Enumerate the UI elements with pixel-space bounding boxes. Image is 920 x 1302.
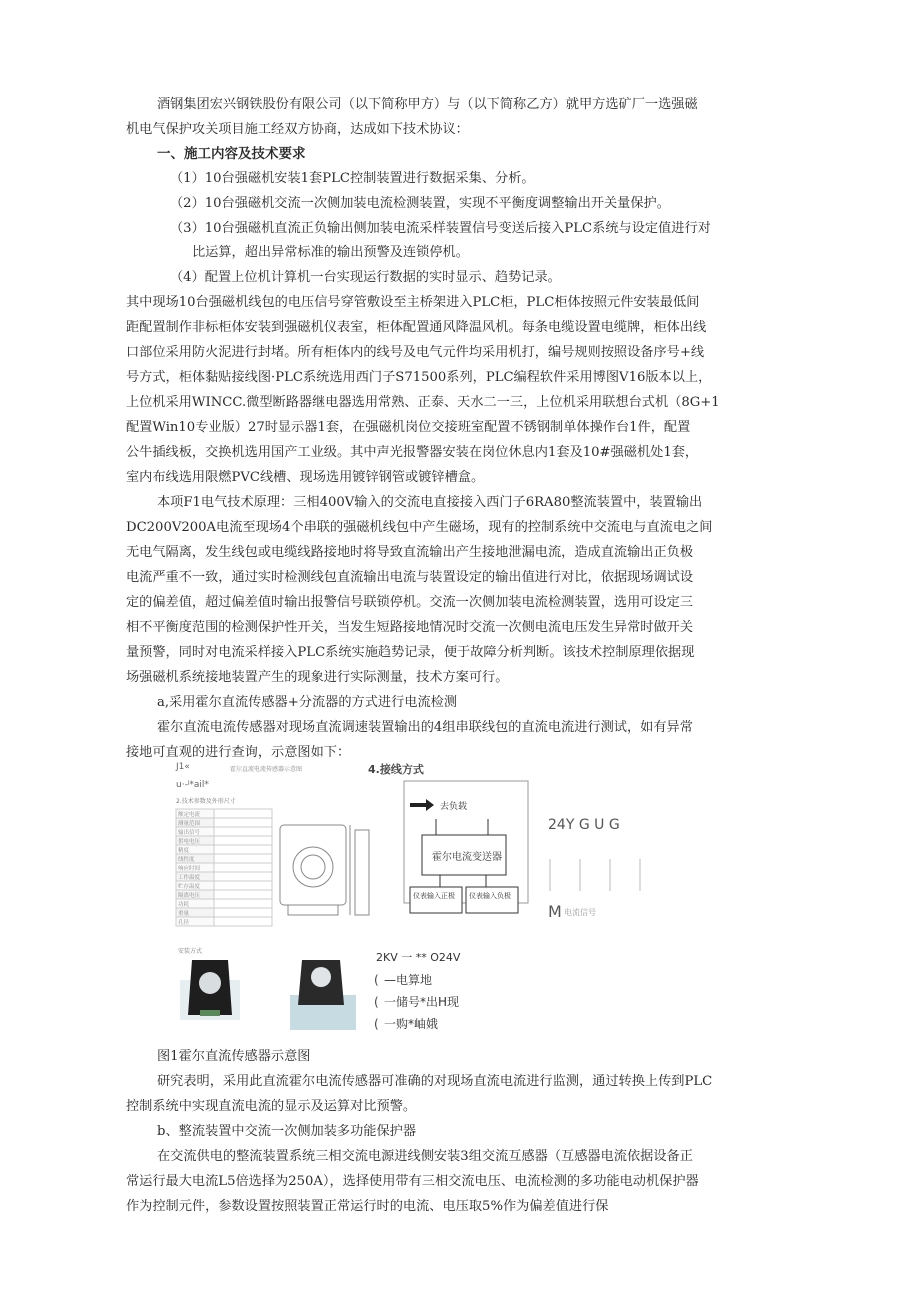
spec-row-label: 精度 [178, 848, 190, 854]
intro-line-1: 酒钢集团宏兴钢铁股份有限公司（以下简称甲方）与（以下简称乙方）就甲方选矿厂一选强磁 [157, 97, 698, 112]
spec-row-label: 输出信号 [178, 830, 201, 836]
spec-row-label: 工作温度 [178, 875, 201, 881]
legend-2-mark: ( [374, 995, 379, 1009]
legend-1: 2KV 一 ** O24V [376, 951, 461, 964]
right-bottom-label: M [548, 902, 562, 921]
hall-line-2: 接地可直观的进行查询，示意图如下： [126, 745, 351, 760]
box-left-label: 仪表输入正极 [413, 892, 455, 900]
spec-row-label: 额定电流 [178, 812, 201, 818]
install-line-8: 室内布线选用限燃PVC线槽、现场选用镀锌钢管或镀锌槽盒。 [126, 470, 485, 485]
spec-row-label: 孔径 [178, 920, 190, 926]
item-2: （2）10台强磁机交流一次侧加装电流检测装置，实现不平衡度调整输出开关量保护。 [170, 196, 670, 211]
spec-cell-value [214, 854, 272, 863]
spec-cell-value [214, 845, 272, 854]
research-line-1: 研究表明，采用此直流霍尔电流传感器可准确的对现场直流电流进行监测，通过转换上传到PLC [157, 1074, 713, 1089]
figure-drawing [170, 755, 810, 1045]
install-line-2: 距配置制作非标柜体安装到强磁机仪表室，柜体配置通风降温风机。每条电缆设置电缆牌，柜体出线 [126, 320, 707, 335]
intro-line-2: 机电气保护攻关项目施工经双方协商，达成如下技术协议： [126, 122, 469, 137]
sensor-photo-2 [290, 960, 356, 1030]
spec-row-label: 贮存温度 [178, 884, 201, 890]
transmitter-label: 霍尔电流变送器 [432, 852, 502, 863]
item-1: （1）10台强磁机安装1套PLC控制装置进行数据采集、分析。 [170, 171, 535, 186]
fig-legend [374, 951, 461, 1031]
right-bottom-small: 电流信号 [564, 908, 596, 917]
spec-row-label: 功耗 [178, 902, 190, 908]
spec-row-label: 重量 [178, 911, 190, 917]
spec-cell-value [214, 872, 272, 881]
fig-header-small: 霍尔直流电流传感器示意图 [230, 766, 303, 773]
subsection-b: b、整流装置中交流一次侧加装多功能保护器 [157, 1124, 417, 1139]
fig-install-title: 安装方式 [178, 948, 203, 955]
arrow-label: 去负载 [440, 802, 468, 812]
spec-cell-value [214, 818, 272, 827]
install-line-4: 号方式，柜体黏贴接线图·PLC系统选用西门子S71500系列，PLC编程软件采用博图V16版本以上， [126, 370, 712, 385]
fig-table-title: 2.技术参数及外形尺寸 [176, 798, 236, 805]
install-line-1: 其中现场10台强磁机线包的电压信号穿管敷设至主桥架进入PLC柜，PLC柜体按照元件安装最低间 [126, 295, 700, 310]
item-3-cont: 比运算，超出异常标准的输出预警及连锁停机。 [192, 245, 469, 260]
box-right-label: 仪表输入负极 [469, 892, 511, 900]
hall-line-1: 霍尔直流电流传感器对现场直流调速装置输出的4组串联线包的直流电流进行测试，如有异常 [157, 720, 693, 735]
spec-cell-value [214, 836, 272, 845]
spec-cell-value [214, 890, 272, 899]
legend-1-mark: ( [374, 973, 379, 987]
right-pins [550, 859, 640, 891]
principle-line-5: 定的偏差值，超过偏差值时输出报警信号联锁停机。交流一次侧加装电流检测装置，选用可设定三 [126, 595, 694, 610]
install-line-5: 上位机采用WINCC.微型断路器继电器选用常熟、正泰、天水二一三，上位机采用联想台式机（8G+1 [126, 395, 720, 410]
install-line-3: 口部位采用防火泥进行封堵。所有柜体内的线号及电气元件均采用机打，编号规则按照设备序号+线 [126, 345, 705, 360]
fig-top-left-2: u·-ʲ*ail* [176, 780, 209, 790]
section-heading: 一、施工内容及技术要求 [157, 146, 306, 162]
spec-row-label: 响应时间 [178, 866, 201, 872]
right-label: 24Y G U G [548, 817, 620, 833]
spec-cell-value [214, 908, 272, 917]
install-line-6: 配置Win10专业版）27时显示器1套，在强磁机岗位交接班室配置不锈钢制单体操作台1件，配置 [126, 420, 691, 435]
figure-caption: 图1霍尔直流传感器示意图 [157, 1049, 311, 1064]
principle-line-3: 无电气隔离，发生线包或电缆线路接地时将导致直流输出产生接地泄漏电流，造成直流输出正负极 [126, 545, 694, 560]
spec-table [176, 809, 272, 926]
item-3: （3）10台强磁机直流正负输出侧加装电流采样装置信号变送后接入PLC系统与设定值进行对 [170, 221, 711, 236]
principle-line-8: 场强磁机系统接地装置产生的现象进行实际测量，技术方案可行。 [126, 670, 509, 685]
wiring-diagram [404, 781, 528, 913]
spec-row-label: 供电电压 [178, 839, 201, 845]
spec-row-label: 测量范围 [178, 821, 201, 827]
legend-2: —电算地 [384, 973, 433, 987]
spec-cell-value [214, 863, 272, 872]
fig-wiring-title: 4.接线方式 [368, 763, 424, 776]
install-line-7: 公牛插线板，交换机选用国产工业级。其中声光报警器安装在岗位休息内1套及10#强磁机处1套， [126, 445, 699, 460]
spec-row-label: 隔离电压 [178, 893, 201, 899]
principle-line-1: 本项F1电气技术原理：三相400V输入的交流电直接接入西门子6RA80整流装置中，装置输出 [157, 495, 703, 510]
research-line-2: 控制系统中实现直流电流的显示及运算对比预警。 [126, 1099, 417, 1114]
spec-cell-value [214, 827, 272, 836]
item-4: （4）配置上位机计算机一台实现运行数据的实时显示、趋势记录。 [170, 270, 561, 285]
sensor-outline [280, 825, 369, 915]
ac-line-3: 作为控制元件，参数设置按照装置正常运行时的电流、电压取5%作为偏差值进行保 [126, 1199, 609, 1214]
subsection-a: a,采用霍尔直流传感器+分流器的方式进行电流检测 [157, 695, 458, 710]
principle-line-2: DC200V200A电流至现场4个串联的强磁机线包中产生磁场，现有的控制系统中交流电与直流电之间 [126, 520, 713, 535]
principle-line-6: 相不平衡度范围的检测保护性开关，当发生短路接地情况时交流一次侧电流电压发生异常时做开关 [126, 620, 694, 635]
ac-line-1: 在交流供电的整流装置系统三相交流电源进线侧安装3组交流互感器（互感器电流依据设备正 [157, 1149, 693, 1164]
sensor-photo-1 [180, 960, 240, 1020]
hall-sensor-figure [170, 755, 810, 1045]
legend-4: 一购*岫娥 [384, 1017, 439, 1031]
spec-cell-value [214, 809, 272, 818]
principle-line-4: 电流严重不一致，通过实时检测线包直流输出电流与装置设定的输出值进行对比，依据现场调试设 [126, 570, 694, 585]
spec-cell-value [214, 917, 272, 926]
spec-cell-value [214, 899, 272, 908]
fig-top-left-1: J1« [176, 762, 190, 772]
ac-line-2: 常运行最大电流L5倍选择为250A），选择使用带有三相交流电压、电流检测的多功能电动机保护器 [126, 1174, 699, 1189]
spec-cell-value [214, 881, 272, 890]
principle-line-7: 量预警，同时对电流采样接入PLC系统实施趋势记录，便于故障分析判断。该技术控制原理依据现 [126, 645, 695, 660]
legend-3: 一储号*出H现 [384, 995, 460, 1009]
spec-row-label: 线性度 [178, 857, 195, 863]
legend-3-mark: ( [374, 1017, 379, 1031]
